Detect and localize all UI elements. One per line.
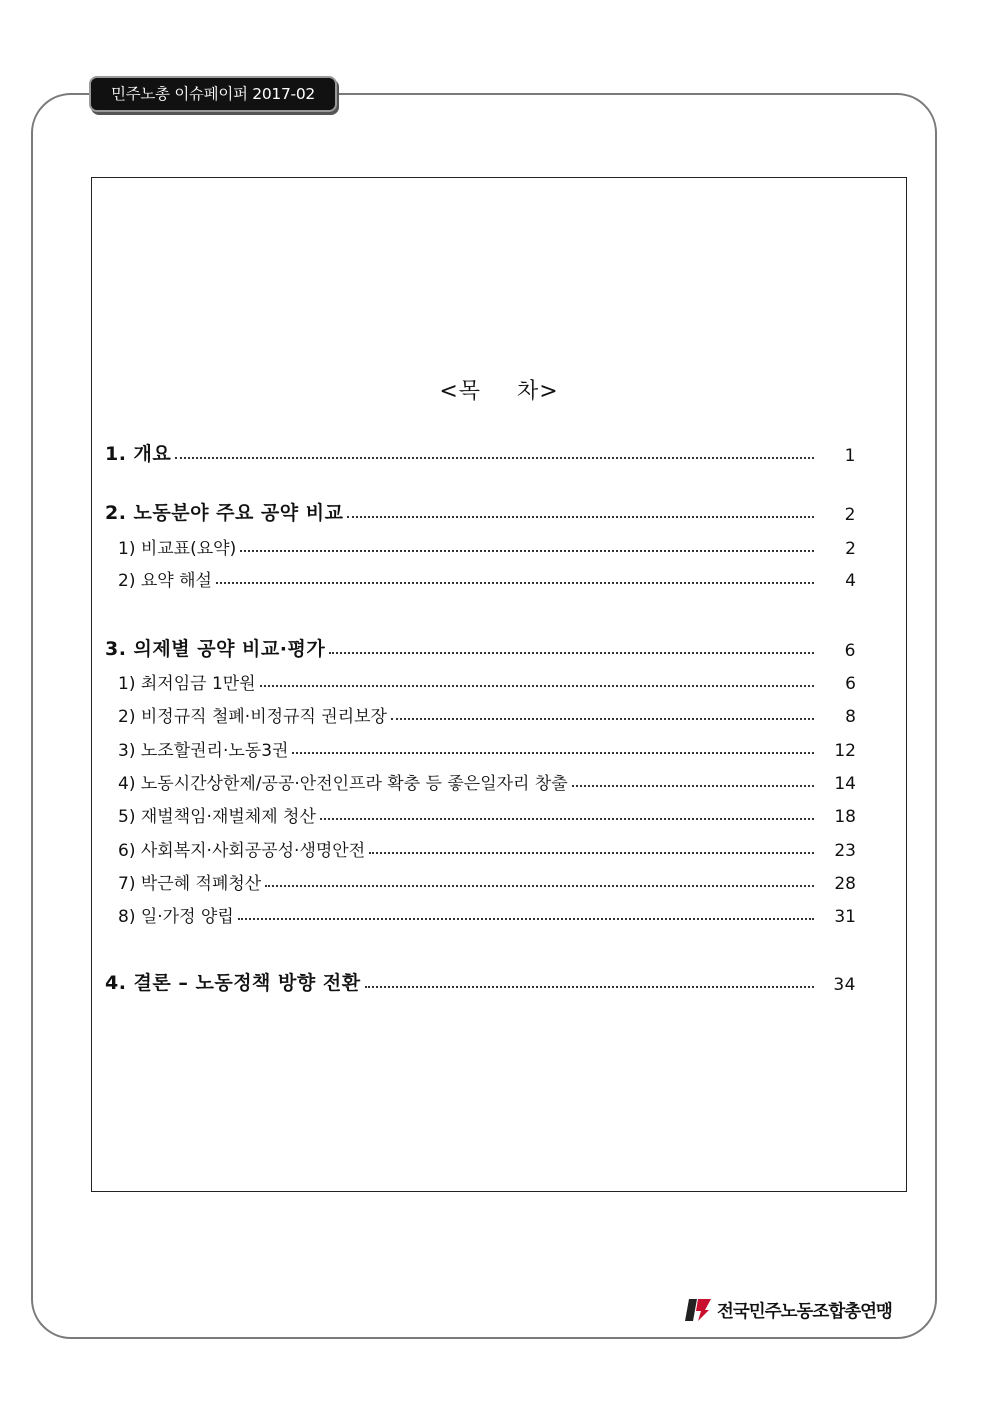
leader-dots xyxy=(238,918,814,920)
toc-subentry-union-rights[interactable] xyxy=(118,736,856,761)
toc-subentry-summary-commentary[interactable] xyxy=(118,566,856,591)
toc-entry-overview[interactable] xyxy=(105,439,856,466)
leader-dots xyxy=(391,718,814,720)
toc-entry-page: 28 xyxy=(834,874,856,894)
toc-entry-page: 6 xyxy=(845,674,856,694)
leader-dots xyxy=(369,852,814,854)
toc-entry-page: 34 xyxy=(833,975,856,995)
leader-dots xyxy=(320,818,814,820)
org-logo xyxy=(683,1297,892,1323)
toc-title-close: 차> xyxy=(517,379,559,404)
toc-entry-label: 1. 개요 xyxy=(105,443,172,465)
leader-dots xyxy=(175,457,814,459)
toc-entry-page: 2 xyxy=(845,539,856,559)
leader-dots xyxy=(292,752,814,754)
toc-entry-label: 3) 노조할권리·노동3권 xyxy=(118,741,289,761)
toc-entry-agenda-evaluation[interactable] xyxy=(105,634,856,661)
toc-entry-pledge-comparison[interactable] xyxy=(105,498,856,525)
leader-dots xyxy=(260,685,814,687)
toc-entry-label: 3. 의제별 공약 비교·평가 xyxy=(105,638,326,660)
toc-subentry-accumulated-evils[interactable] xyxy=(118,869,856,894)
toc-entry-page: 18 xyxy=(834,807,856,827)
toc-entry-page: 4 xyxy=(845,571,856,591)
toc-subentry-good-jobs[interactable] xyxy=(118,769,856,794)
toc-entry-label: 6) 사회복지·사회공공성·생명안전 xyxy=(118,841,366,861)
toc-entry-page: 14 xyxy=(834,774,856,794)
leader-dots xyxy=(572,785,814,787)
toc-title-open: <목 xyxy=(439,379,481,404)
leader-dots xyxy=(216,582,814,584)
toc-entry-page: 12 xyxy=(834,741,856,761)
leader-dots xyxy=(365,986,814,988)
org-name: 전국민주노동조합총연맹 xyxy=(717,1301,892,1322)
toc-subentry-minimum-wage[interactable] xyxy=(118,669,856,694)
toc-title xyxy=(92,374,906,405)
series-label: 민주노총 이슈페이퍼 2017-02 xyxy=(89,76,337,112)
toc-entry-label: 8) 일·가정 양립 xyxy=(118,907,234,927)
leader-dots xyxy=(329,652,814,654)
leader-dots xyxy=(240,550,814,552)
toc-subentry-chaebol[interactable] xyxy=(118,802,856,827)
toc-subentry-social-welfare[interactable] xyxy=(118,836,856,861)
kctu-logo-icon xyxy=(683,1297,713,1323)
leader-dots xyxy=(347,516,814,518)
toc-entry-label: 4) 노동시간상한제/공공·안전인프라 확충 등 좋은일자리 창출 xyxy=(118,774,568,794)
leader-dots xyxy=(265,885,814,887)
toc-entry-label: 1) 최저임금 1만원 xyxy=(118,674,256,694)
toc-box xyxy=(91,177,907,1192)
toc-entry-label: 2. 노동분야 주요 공약 비교 xyxy=(105,502,344,524)
toc-entry-label: 1) 비교표(요약) xyxy=(118,539,237,559)
toc-entry-page: 1 xyxy=(844,446,856,466)
toc-entry-label: 4. 결론 – 노동정책 방향 전환 xyxy=(105,972,361,994)
toc-entry-page: 6 xyxy=(844,641,856,661)
toc-entry-page: 2 xyxy=(844,505,856,525)
toc-entry-label: 5) 재벌책임·재벌체제 청산 xyxy=(118,807,316,827)
toc-entry-label: 2) 비정규직 철폐·비정규직 권리보장 xyxy=(118,707,387,727)
toc-subentry-summary-table[interactable] xyxy=(118,534,856,559)
toc-entry-page: 23 xyxy=(834,841,856,861)
toc-entry-label: 7) 박근혜 적폐청산 xyxy=(118,874,262,894)
toc-subentry-irregular-workers[interactable] xyxy=(118,702,856,727)
toc-entry-conclusion[interactable] xyxy=(105,968,856,995)
toc-entry-page: 8 xyxy=(845,707,856,727)
toc-subentry-work-family[interactable] xyxy=(118,902,856,927)
toc-entry-page: 31 xyxy=(834,907,856,927)
toc-entry-label: 2) 요약 해설 xyxy=(118,571,212,591)
